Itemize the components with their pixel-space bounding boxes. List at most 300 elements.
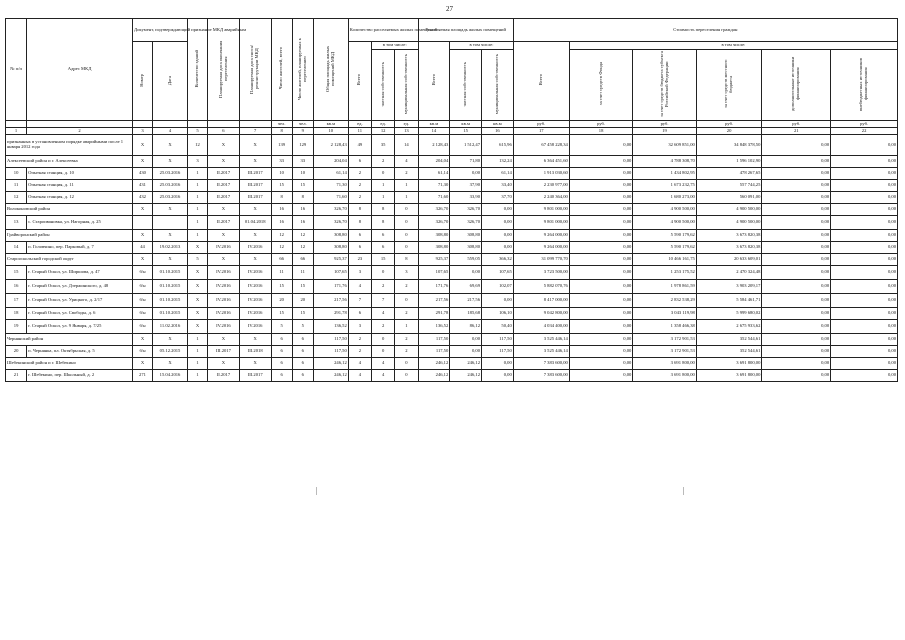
page-number: 27 bbox=[446, 5, 453, 13]
address-cell: г. Старый Оскол, ул. Дзержинского, д. 48 bbox=[27, 280, 133, 294]
value-cell: б/н bbox=[132, 346, 152, 358]
value-cell: 185,68 bbox=[450, 308, 482, 320]
col-header-local-budget: за счет средств местного бюджета bbox=[696, 50, 762, 121]
table-group-row bbox=[6, 135, 898, 156]
value-cell: 117,50 bbox=[482, 346, 514, 358]
value-cell: 171,76 bbox=[418, 280, 450, 294]
value-cell: 615,96 bbox=[482, 135, 514, 156]
value-cell: 431 bbox=[132, 180, 152, 192]
col-header-doc-date: Дата bbox=[153, 42, 188, 121]
col-header-private-area: частная собственность bbox=[450, 50, 482, 121]
col-header-area-total2: Всего bbox=[418, 42, 450, 121]
value-cell: 6 bbox=[292, 346, 313, 358]
address-cell: г. Старый Оскол, ул. Свободы, д. 6 bbox=[27, 308, 133, 320]
value-cell: 132,24 bbox=[482, 156, 514, 168]
value-cell: 8 bbox=[271, 192, 292, 204]
table-row bbox=[6, 242, 898, 254]
table-group-row bbox=[6, 358, 898, 370]
value-cell: 10 bbox=[292, 168, 313, 180]
value-cell: 2 470 324,48 bbox=[696, 266, 762, 280]
value-cell: III.2017 bbox=[239, 192, 271, 204]
value-cell: 1 bbox=[395, 320, 418, 334]
value-cell: X bbox=[239, 135, 271, 156]
value-cell: 49 bbox=[348, 135, 371, 156]
value-cell: 0,00 bbox=[482, 370, 514, 382]
value-cell: 0 bbox=[395, 358, 418, 370]
value-cell: 71,60 bbox=[313, 192, 348, 204]
value-cell: б/н bbox=[132, 266, 152, 280]
value-cell: 69,69 bbox=[450, 280, 482, 294]
value-cell: IV.2016 bbox=[239, 266, 271, 280]
column-number-cell: 9 bbox=[292, 128, 313, 135]
unit-cell: руб. bbox=[633, 121, 696, 128]
group-name-cell: Алексеевский район и г. Алексеевка bbox=[6, 156, 133, 168]
table-row bbox=[6, 346, 898, 358]
value-cell: 0,00 bbox=[569, 370, 632, 382]
row-number-cell: 16 bbox=[6, 280, 27, 294]
column-number-cell: 16 bbox=[482, 128, 514, 135]
unit-cell: кв.м bbox=[482, 121, 514, 128]
value-cell: 2 230 977,00 bbox=[513, 180, 569, 192]
value-cell: 0,00 bbox=[482, 204, 514, 216]
value-cell: 35 bbox=[372, 135, 395, 156]
value-cell: 3 bbox=[348, 320, 371, 334]
unit-cell bbox=[239, 121, 271, 128]
value-cell: 0,00 bbox=[831, 358, 898, 370]
value-cell: 4 bbox=[372, 370, 395, 382]
value-cell: 1 bbox=[187, 334, 207, 346]
value-cell: 15 bbox=[372, 254, 395, 266]
value-cell: 326,70 bbox=[450, 216, 482, 230]
value-cell: 117,50 bbox=[313, 346, 348, 358]
value-cell: 16 bbox=[271, 216, 292, 230]
value-cell: 0 bbox=[395, 204, 418, 216]
value-cell: 0 bbox=[395, 370, 418, 382]
value-cell: 61,14 bbox=[418, 168, 450, 180]
value-cell: 0,00 bbox=[569, 135, 632, 156]
value-cell: 308,80 bbox=[418, 230, 450, 242]
value-cell: 6 bbox=[348, 242, 371, 254]
table-group-row bbox=[6, 254, 898, 266]
group-name-cell: Грайворонский район bbox=[6, 230, 133, 242]
value-cell: IV.2016 bbox=[239, 280, 271, 294]
unit-cell bbox=[208, 121, 240, 128]
value-cell: 0,00 bbox=[762, 242, 831, 254]
value-cell: 61,14 bbox=[482, 168, 514, 180]
col-header-municipal-area: муниципальная собственность bbox=[482, 50, 514, 121]
value-cell: 2 bbox=[395, 346, 418, 358]
value-cell: 12 bbox=[292, 242, 313, 254]
value-cell: 7 bbox=[372, 294, 395, 308]
table-row bbox=[6, 266, 898, 280]
value-cell: 217,56 bbox=[450, 294, 482, 308]
value-cell: 9 042 800,00 bbox=[513, 308, 569, 320]
value-cell: 0,00 bbox=[450, 334, 482, 346]
value-cell: X bbox=[153, 156, 188, 168]
col-header-area-total: Общая площадь жилых помещений МКД bbox=[313, 19, 348, 121]
value-cell: 1 673 232,75 bbox=[633, 180, 696, 192]
value-cell: 6 bbox=[348, 230, 371, 242]
value-cell: 117,50 bbox=[313, 334, 348, 346]
col-header-address: Адрес МКД bbox=[27, 19, 133, 121]
value-cell: 2 bbox=[395, 334, 418, 346]
value-cell: 0 bbox=[372, 266, 395, 280]
value-cell: 1 bbox=[187, 346, 207, 358]
value-cell: 15 bbox=[271, 180, 292, 192]
column-number-cell: 3 bbox=[132, 128, 152, 135]
value-cell: 308,80 bbox=[450, 230, 482, 242]
row-number-cell: 18 bbox=[6, 308, 27, 320]
value-cell: 7 383 600,00 bbox=[513, 358, 569, 370]
value-cell: 66 bbox=[292, 254, 313, 266]
value-cell: 4 bbox=[395, 156, 418, 168]
value-cell: 1 bbox=[187, 192, 207, 204]
value-cell: 11.02.2016 bbox=[153, 320, 188, 334]
value-cell: IV.2016 bbox=[239, 242, 271, 254]
value-cell: б/н bbox=[132, 294, 152, 308]
value-cell: 20 633 609,01 bbox=[696, 254, 762, 266]
value-cell: 8 bbox=[372, 204, 395, 216]
value-cell: 4 bbox=[348, 370, 371, 382]
value-cell: 71,60 bbox=[418, 192, 450, 204]
col-header-cost-total: Всего bbox=[513, 42, 569, 121]
unit-cell: руб. bbox=[762, 121, 831, 128]
value-cell: X bbox=[187, 280, 207, 294]
value-cell: IV.2016 bbox=[239, 320, 271, 334]
value-cell: III.2017 bbox=[239, 370, 271, 382]
value-cell: 1 bbox=[187, 168, 207, 180]
unit-cell: ед. bbox=[372, 121, 395, 128]
value-cell: 0,00 bbox=[569, 192, 632, 204]
unit-cell bbox=[153, 121, 188, 128]
value-cell bbox=[153, 216, 188, 230]
value-cell: 1 bbox=[395, 192, 418, 204]
value-cell: 430 bbox=[132, 168, 152, 180]
value-cell: 1 bbox=[187, 230, 207, 242]
value-cell: 0,00 bbox=[450, 266, 482, 280]
value-cell: 8 417 000,00 bbox=[513, 294, 569, 308]
col-header-resettled-incl: в том числе: bbox=[372, 42, 419, 50]
value-cell: 0 bbox=[395, 242, 418, 254]
value-cell: 4 900 500,00 bbox=[633, 204, 696, 216]
value-cell: X bbox=[153, 358, 188, 370]
value-cell: X bbox=[153, 204, 188, 216]
value-cell: 0,00 bbox=[482, 216, 514, 230]
value-cell: 61,14 bbox=[313, 168, 348, 180]
column-number-cell: 11 bbox=[348, 128, 371, 135]
column-number-cell: 21 bbox=[762, 128, 831, 135]
value-cell: 0 bbox=[372, 168, 395, 180]
value-cell: 432 bbox=[132, 192, 152, 204]
value-cell: 6 bbox=[271, 358, 292, 370]
value-cell: X bbox=[208, 358, 240, 370]
value-cell: 2 128,43 bbox=[418, 135, 450, 156]
value-cell: 33 bbox=[292, 156, 313, 168]
value-cell: 20 bbox=[271, 294, 292, 308]
value-cell: 0,00 bbox=[569, 204, 632, 216]
value-cell: 25.03.2016 bbox=[153, 168, 188, 180]
value-cell: 204,04 bbox=[313, 156, 348, 168]
value-cell: 25.03.2016 bbox=[153, 180, 188, 192]
value-cell: 6 bbox=[271, 334, 292, 346]
value-cell: 01.10.2015 bbox=[153, 280, 188, 294]
row-number-cell: 14 bbox=[6, 242, 27, 254]
column-number-cell: 2 bbox=[27, 128, 133, 135]
value-cell: 67 458 228,34 bbox=[513, 135, 569, 156]
value-cell: 557 744,25 bbox=[696, 180, 762, 192]
value-cell: 0,00 bbox=[831, 334, 898, 346]
value-cell: X bbox=[132, 135, 152, 156]
value-cell: 3 691 800,00 bbox=[696, 358, 762, 370]
value-cell: 01.10.2015 bbox=[153, 266, 188, 280]
value-cell: 0 bbox=[372, 334, 395, 346]
value-cell: 136,52 bbox=[418, 320, 450, 334]
address-cell: Опытная станция, д. 11 bbox=[27, 180, 133, 192]
value-cell: 01.04.2018 bbox=[239, 216, 271, 230]
value-cell: 0,00 bbox=[831, 308, 898, 320]
value-cell: 3 172 901,53 bbox=[633, 334, 696, 346]
table-row bbox=[6, 308, 898, 320]
table-group-row bbox=[6, 334, 898, 346]
value-cell: 129 bbox=[292, 135, 313, 156]
value-cell: 0,00 bbox=[569, 156, 632, 168]
value-cell: 0,00 bbox=[569, 308, 632, 320]
value-cell: 0,00 bbox=[762, 308, 831, 320]
value-cell: X bbox=[187, 320, 207, 334]
value-cell: 71,80 bbox=[450, 156, 482, 168]
group-name-cell: Старооскольский городской округ bbox=[6, 254, 133, 266]
value-cell: 3 525 446,14 bbox=[513, 334, 569, 346]
value-cell: 366,32 bbox=[482, 254, 514, 266]
value-cell: 0,00 bbox=[569, 230, 632, 242]
value-cell: 16 bbox=[292, 216, 313, 230]
column-number-cell: 1 bbox=[6, 128, 27, 135]
value-cell: 0,00 bbox=[762, 192, 831, 204]
address-cell: п. Чернянка, пл. Октябрьская, д. 5 bbox=[27, 346, 133, 358]
table-group-row bbox=[6, 204, 898, 216]
value-cell: 10 466 161,75 bbox=[633, 254, 696, 266]
value-cell: 3 691 800,00 bbox=[696, 370, 762, 382]
value-cell: II.2017 bbox=[208, 370, 240, 382]
value-cell: 7 bbox=[348, 294, 371, 308]
col-header-doc-number: Номер bbox=[132, 42, 152, 121]
value-cell: 6 bbox=[292, 334, 313, 346]
value-cell: 2 240 364,00 bbox=[513, 192, 569, 204]
value-cell: 0,00 bbox=[831, 266, 898, 280]
value-cell: IV.2016 bbox=[208, 294, 240, 308]
column-number-cell: 13 bbox=[395, 128, 418, 135]
col-header-cost-incl: в том числе: bbox=[569, 42, 897, 50]
value-cell: 1 253 175,52 bbox=[633, 266, 696, 280]
value-cell: 71,30 bbox=[313, 180, 348, 192]
value-cell: X bbox=[239, 358, 271, 370]
value-cell: 86,12 bbox=[450, 320, 482, 334]
col-header-no: № п/п bbox=[6, 19, 27, 121]
value-cell: 15 bbox=[271, 280, 292, 294]
value-cell: 12 bbox=[271, 230, 292, 242]
value-cell: 0 bbox=[395, 230, 418, 242]
value-cell: IV.2016 bbox=[208, 266, 240, 280]
row-number-cell: 21 bbox=[6, 370, 27, 382]
value-cell: X bbox=[239, 230, 271, 242]
value-cell: 7 383 600,00 bbox=[513, 370, 569, 382]
column-number-cell: 22 bbox=[831, 128, 898, 135]
value-cell: 0,00 bbox=[831, 180, 898, 192]
value-cell: 1 bbox=[372, 192, 395, 204]
unit-cell bbox=[27, 121, 133, 128]
unit-cell: руб. bbox=[569, 121, 632, 128]
value-cell: 246,12 bbox=[313, 358, 348, 370]
value-cell: 6 bbox=[348, 308, 371, 320]
value-cell: 15.04.2016 bbox=[153, 370, 188, 382]
value-cell: 0,00 bbox=[450, 168, 482, 180]
value-cell: II.2017 bbox=[208, 168, 240, 180]
address-cell: г. Старый Оскол, ул. Ширшова, д. 47 bbox=[27, 266, 133, 280]
col-header-extra-sources: дополнительные источники финансирования bbox=[762, 50, 831, 121]
value-cell: 2 bbox=[348, 192, 371, 204]
value-cell: 139 bbox=[271, 135, 292, 156]
value-cell: 0,00 bbox=[762, 156, 831, 168]
value-cell: 2 832 538,29 bbox=[633, 294, 696, 308]
value-cell: 05.12.2015 bbox=[153, 346, 188, 358]
value-cell: 0,00 bbox=[831, 230, 898, 242]
table-row bbox=[6, 320, 898, 334]
value-cell: 246,12 bbox=[418, 358, 450, 370]
value-cell: 2 bbox=[395, 280, 418, 294]
value-cell: 9 264 000,00 bbox=[513, 242, 569, 254]
row-number-cell: 13 bbox=[6, 216, 27, 230]
column-number-cell: 19 bbox=[633, 128, 696, 135]
value-cell: 3 691 800,00 bbox=[633, 370, 696, 382]
col-header-extra-sources2: внебюджетных источников финансирования bbox=[831, 50, 898, 121]
value-cell: 1 bbox=[187, 370, 207, 382]
value-cell: 0,00 bbox=[569, 168, 632, 180]
value-cell: X bbox=[132, 358, 152, 370]
value-cell: 4 bbox=[372, 308, 395, 320]
value-cell: 326,70 bbox=[418, 204, 450, 216]
value-cell: 0,00 bbox=[831, 135, 898, 156]
value-cell: 5 590 179,62 bbox=[633, 230, 696, 242]
column-number-cell: 7 bbox=[239, 128, 271, 135]
value-cell: 44 bbox=[132, 242, 152, 254]
value-cell: 117,50 bbox=[482, 334, 514, 346]
unit-cell: чел. bbox=[271, 121, 292, 128]
value-cell: 1 913 030,60 bbox=[513, 168, 569, 180]
value-cell: 0,00 bbox=[569, 358, 632, 370]
value-cell: 2 675 933,62 bbox=[696, 320, 762, 334]
row-number-cell: 10 bbox=[6, 168, 27, 180]
value-cell: 217,56 bbox=[313, 294, 348, 308]
value-cell: 0,00 bbox=[569, 180, 632, 192]
value-cell: 3 bbox=[348, 266, 371, 280]
row-number-cell: 19 bbox=[6, 320, 27, 334]
value-cell: 5 584 461,71 bbox=[696, 294, 762, 308]
value-cell: 3 673 820,38 bbox=[696, 242, 762, 254]
value-cell: 0,00 bbox=[831, 168, 898, 180]
value-cell: 1 bbox=[395, 180, 418, 192]
value-cell: 5 bbox=[292, 320, 313, 334]
value-cell: 1 bbox=[187, 358, 207, 370]
col-header-fund: за счет средств Фонда bbox=[569, 50, 632, 121]
value-cell: 0,00 bbox=[762, 216, 831, 230]
value-cell: 11 bbox=[292, 266, 313, 280]
value-cell: 925,37 bbox=[418, 254, 450, 266]
value-cell: X bbox=[239, 204, 271, 216]
value-cell: III.2017 bbox=[239, 168, 271, 180]
col-header-resettled-total: Всего bbox=[348, 42, 371, 121]
address-cell: г. Старый Оскол, ул. 9 Января, д. 7/25 bbox=[27, 320, 133, 334]
address-cell: Опытная станция, д. 12 bbox=[27, 192, 133, 204]
value-cell: III.2017 bbox=[208, 346, 240, 358]
value-cell: 0,00 bbox=[569, 320, 632, 334]
value-cell: 23 bbox=[348, 254, 371, 266]
value-cell: X bbox=[239, 156, 271, 168]
value-cell: 3 043 119,98 bbox=[633, 308, 696, 320]
value-cell: IV.2016 bbox=[208, 280, 240, 294]
value-cell: 9 264 000,00 bbox=[513, 230, 569, 242]
col-header-resettled: Количество расселяемых жилых помещений bbox=[348, 19, 418, 42]
value-cell: X bbox=[239, 334, 271, 346]
value-cell: 2 bbox=[395, 308, 418, 320]
value-cell: 5 bbox=[187, 254, 207, 266]
table-row bbox=[6, 192, 898, 204]
value-cell: 4 bbox=[348, 358, 371, 370]
value-cell: 32 609 851,00 bbox=[633, 135, 696, 156]
column-number-cell: 12 bbox=[372, 128, 395, 135]
value-cell: 8 bbox=[372, 216, 395, 230]
table-group-row bbox=[6, 230, 898, 242]
address-cell: Опытная станция, д. 10 bbox=[27, 168, 133, 180]
value-cell: 107,65 bbox=[313, 266, 348, 280]
unit-cell bbox=[132, 121, 152, 128]
address-cell: г. Старый Оскол, ул. Урицкого, д. 2/17 bbox=[27, 294, 133, 308]
value-cell: 0,00 bbox=[450, 346, 482, 358]
value-cell: 559,05 bbox=[450, 254, 482, 266]
value-cell: III.2018 bbox=[239, 346, 271, 358]
value-cell: 5 882 070,76 bbox=[513, 280, 569, 294]
value-cell: IV.2016 bbox=[208, 242, 240, 254]
col-header-residents-planned: Число жителей, планируемых к переселению bbox=[292, 19, 313, 121]
value-cell: 8 bbox=[395, 254, 418, 266]
value-cell: 15 bbox=[292, 308, 313, 320]
value-cell: 0,00 bbox=[831, 156, 898, 168]
value-cell: 1 512,47 bbox=[450, 135, 482, 156]
unit-cell bbox=[6, 121, 27, 128]
value-cell: 4 900 500,00 bbox=[696, 204, 762, 216]
value-cell: 16 bbox=[271, 204, 292, 216]
column-number-cell: 4 bbox=[153, 128, 188, 135]
value-cell: X bbox=[153, 334, 188, 346]
value-cell: 0,00 bbox=[831, 254, 898, 266]
value-cell: 37,70 bbox=[482, 192, 514, 204]
value-cell: 136,52 bbox=[313, 320, 348, 334]
value-cell: б/н bbox=[132, 280, 152, 294]
value-cell: 2 bbox=[395, 168, 418, 180]
value-cell: 478 267,65 bbox=[696, 168, 762, 180]
value-cell: 0,00 bbox=[831, 346, 898, 358]
unit-cell: чел. bbox=[292, 121, 313, 128]
value-cell: 0,00 bbox=[762, 320, 831, 334]
value-cell: 3 172 901,53 bbox=[633, 346, 696, 358]
value-cell: IV.2016 bbox=[239, 308, 271, 320]
value-cell: 8 bbox=[292, 192, 313, 204]
value-cell: 12 bbox=[292, 230, 313, 242]
value-cell: X bbox=[132, 156, 152, 168]
value-cell: 71,30 bbox=[418, 180, 450, 192]
column-number-cell: 6 bbox=[208, 128, 240, 135]
value-cell: 6 bbox=[372, 230, 395, 242]
value-cell: 0,00 bbox=[482, 242, 514, 254]
